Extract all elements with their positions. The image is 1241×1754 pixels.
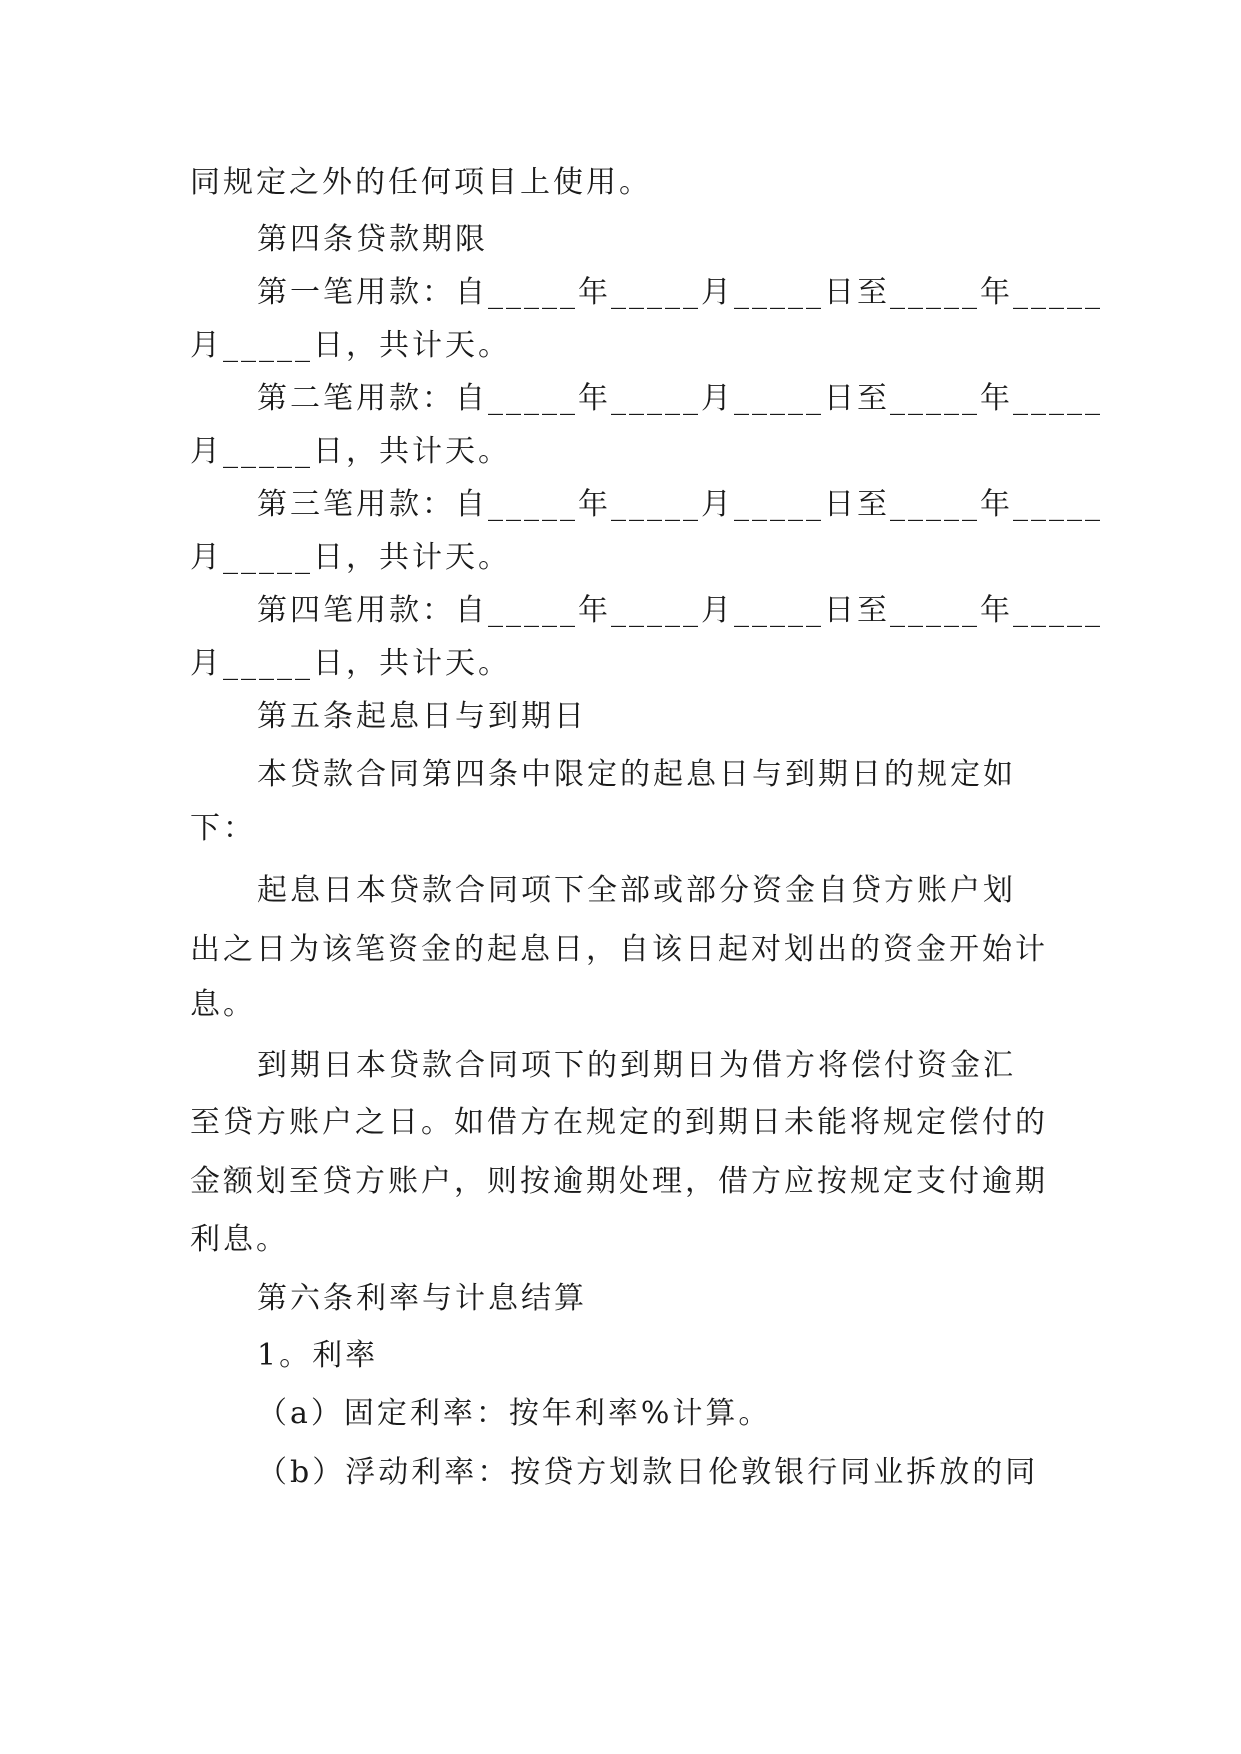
text-line: 利息。	[190, 1222, 289, 1257]
text-line: 至贷方账户之日。如借方在规定的到期日未能将规定偿付的	[190, 1105, 1048, 1140]
text-line: 金额划至贷方账户，则按逾期处理，借方应按规定支付逾期	[190, 1164, 1048, 1199]
text-line: （a）固定利率：按年利率%计算。	[257, 1396, 772, 1431]
text-line: 第三笔用款：自_____年_____月_____日至_____年_____	[257, 487, 1103, 522]
text-line: 第二笔用款：自_____年_____月_____日至_____年_____	[257, 381, 1103, 416]
text-line: 起息日本贷款合同项下全部或部分资金自贷方账户划	[257, 873, 1016, 908]
section-heading: 第五条起息日与到期日	[257, 699, 587, 734]
text-line: 月_____日，共计天。	[190, 646, 511, 681]
text-line: 第一笔用款：自_____年_____月_____日至_____年_____	[257, 275, 1103, 310]
text-line: 本贷款合同第四条中限定的起息日与到期日的规定如	[257, 757, 1016, 792]
text-line: 月_____日，共计天。	[190, 434, 511, 469]
text-line: 月_____日，共计天。	[190, 328, 511, 363]
text-line: 下：	[190, 811, 256, 846]
text-line: 出之日为该笔资金的起息日，自该日起对划出的资金开始计	[190, 932, 1048, 967]
text-line: 1。利率	[257, 1338, 379, 1373]
section-heading: 第四条贷款期限	[257, 222, 488, 257]
section-heading: 第六条利率与计息结算	[257, 1281, 587, 1316]
text-line: 第四笔用款：自_____年_____月_____日至_____年_____	[257, 593, 1103, 628]
text-line: 月_____日，共计天。	[190, 540, 511, 575]
text-line: （b）浮动利率：按贷方划款日伦敦银行同业拆放的同	[257, 1455, 1039, 1490]
text-line: 到期日本贷款合同项下的到期日为借方将偿付资金汇	[257, 1048, 1016, 1083]
text-line: 同规定之外的任何项目上使用。	[190, 165, 652, 200]
text-line: 息。	[190, 987, 256, 1022]
